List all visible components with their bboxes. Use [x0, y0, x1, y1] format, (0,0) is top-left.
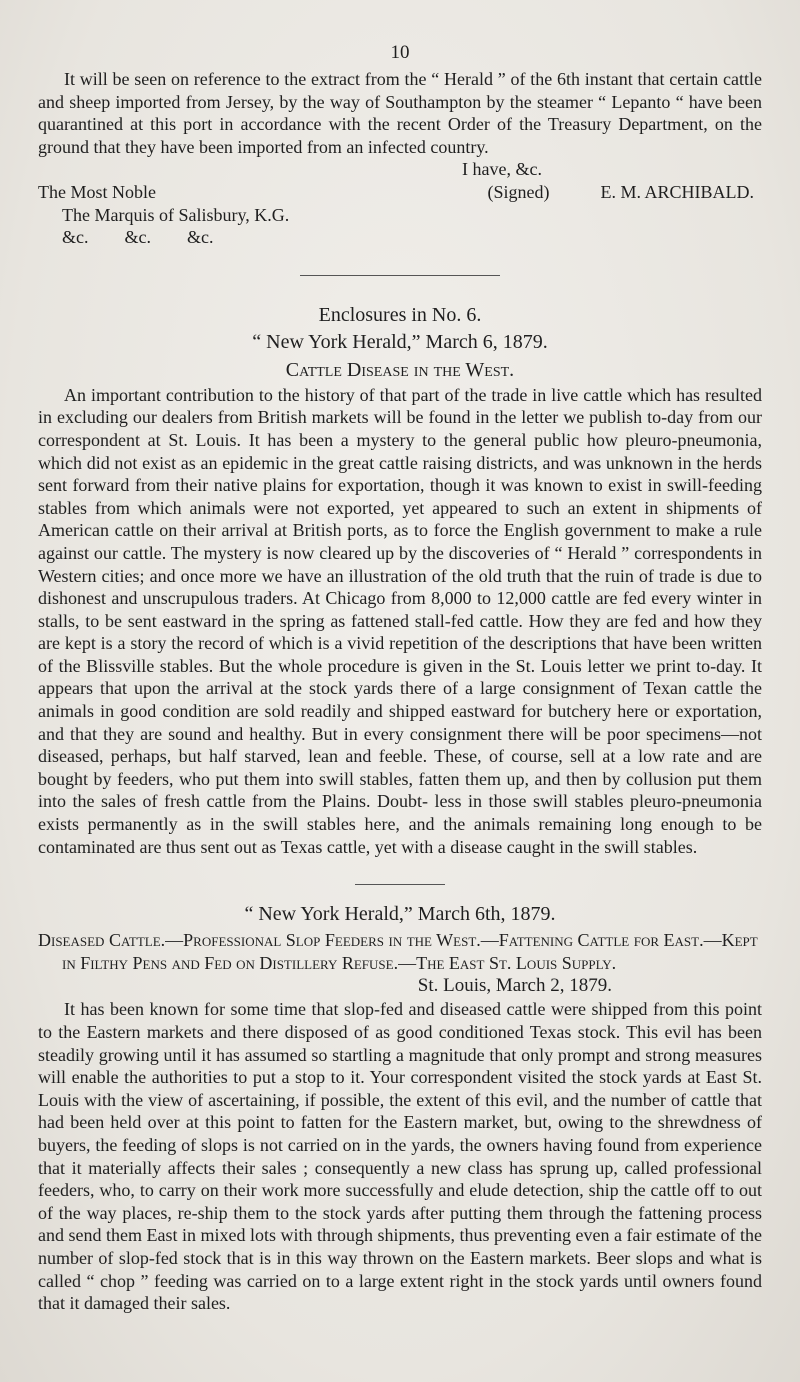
addressee-line-2: The Marquis of Salisbury, K.G.: [62, 204, 290, 225]
signed-label: (Signed): [487, 181, 550, 202]
enclosure-source: “ New York Herald,” March 6, 1879.: [252, 330, 548, 353]
addressee-signature-row: [38, 181, 762, 204]
page-number: 10: [390, 42, 410, 63]
letter-body: It will be seen on reference to the extract from the “ Herald ” of the 6th instant that certain cattle and sheep imported from Jersey, by the way of Southampton by the steamer “ Lepanto “ have been quarantined at this port in accordance with the recent Order of the Treasury Department, on the ground that they have been imported from an infected country.: [38, 69, 762, 157]
article-dateline: St. Louis, March 2, 1879.: [417, 975, 612, 997]
page-content: [38, 68, 762, 1315]
closing-row: [38, 158, 762, 181]
enclosure-body: An important contribution to the history of that part of the trade in live cattle which has resulted in excluding our dealers from British markets will be found in the letter we publish to-day from our correspondent at St. Louis. It has been a mystery to the general public how pleuro-pneumonia, which did not exist as an epidemic in the great cattle raising districts, and was unknown in the herds sent forward from their native plains for exportation, though it was known to exist in swill-feeding stables from which animals were not exported, yet appeared to such an extent in shipments of American cattle on their arrival at British ports, as to force the English government to make a rule against our cattle. The mystery is now cleared up by the discoveries of “ Herald ” correspondents in Western cities; and once more we have an illustration of the old truth that the ruin of trade is due to dishonest and unscrupulous traders. At Chicago from 8,000 to 12,000 cattle are fed every winter in stalls, to be sent eastward in the spring as fattened stall-fed cattle. How they are fed and how they are kept is a story the record of which is a vivid repetition of the descriptions that have been written of the Blissville stables. But the whole procedure is given in the St. Louis letter we print to-day. It appears that upon the arrival at the stock yards there of a large consignment of Texan cattle the animals in good condition are sold readily and shipped eastward for butchery here or exportation, and that they are sound and healthy. But in every consignment there will be poor specimens—not diseased, perhaps, but half starved, lean and feeble. These, of course, sell at a low rate and are bought by feeders, who put them into swill stables, fatten them up, and then by collusion put them into the sales of fresh cattle from the Plains. Doubt- less in those swill stables pleuro-pneumonia exists permanently as in the swill stables here, and the animals remaining long enough to be contaminated are thus sent out as Texas cattle, yet with a disease caught in the swill stables.: [38, 384, 762, 857]
signature-block: [487, 181, 754, 204]
article-headline: Diseased Cattle.—Professional Slop Feeders in the West.—Fattening Cattle for East.—Kept in Filthy Pens and Fed on Distillery Refuse.—The East St. Louis Supply.: [38, 930, 758, 973]
enclosure-title: Cattle Disease in the West.: [285, 358, 515, 381]
addressee-etc: &c. &c. &c.: [62, 227, 214, 248]
article-source: “ New York Herald,” March 6th, 1879.: [244, 903, 556, 926]
enclosures-heading: Enclosures in No. 6.: [318, 303, 482, 326]
article-body: It has been known for some time that slop-fed and diseased cattle were shipped from this point to the Eastern markets and there disposed of as good conditioned Texas stock. This evil has been steadily growing until it has assumed so startling a magnitude that only prompt and strong measures will enable the authorities to put a stop to it. Your correspondent visited the stock yards at East St. Louis with the view of ascertaining, if possible, the extent of this evil, and the number of cattle that had been held over at this point to fatten for the Eastern market, but, owing to the shrewdness of buyers, the feeding of slops is not carried on in the yards, the owners having found from experience that it materially affects their sales ; consequently a new class has sprung up, called professional feeders, who, to carry on their work more successfully and elude detection, ship the cattle off to out of the way places, re-ship them to the stock yards after putting them through the fattening process and send them East in mixed lots with through shipments, thus preventing even a fair estimate of the number of slop-fed stock that is in this way thrown on the Eastern markets. Beer slops and what is called “ chop ” feeding was carried on to a large extent right in the stock yards until owners found that it damaged their sales.: [38, 999, 762, 1314]
addressee-line-1: The Most Noble: [38, 181, 156, 202]
signature-name: E. M. ARCHIBALD.: [600, 181, 754, 202]
letter-closing: I have, &c.: [462, 159, 542, 180]
addressee-block: [38, 204, 762, 249]
